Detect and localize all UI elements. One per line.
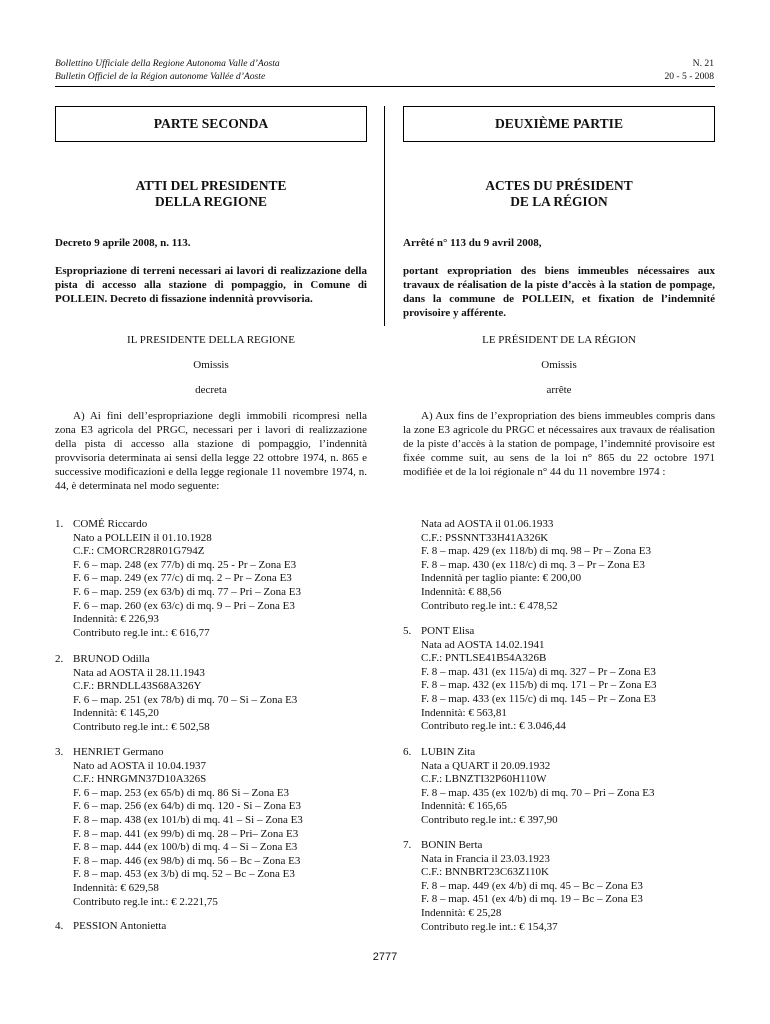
item-line: Indennità: € 145,20 <box>73 707 159 720</box>
verb-left: decreta <box>195 384 227 396</box>
item-line: C.F.: LBNZTI32P60H110W <box>421 773 547 786</box>
item-line: Contributo reg.le int.: € 397,90 <box>421 813 558 826</box>
item-line: F. 8 – map. 449 (ex 4/b) di mq. 45 – Bc – Zona E3 <box>421 879 643 892</box>
item-line: C.F.: PNTLSE41B54A326B <box>421 652 547 665</box>
item-line: F. 6 – map. 248 (ex 77/b) di mq. 25 - Pr – Zona E3 <box>73 558 297 571</box>
issue-date: 20 - 5 - 2008 <box>664 70 714 82</box>
bulletin-title <box>55 58 280 83</box>
item-number: 1. <box>55 518 64 530</box>
item-number: 7. <box>403 839 412 851</box>
item-line: Indennità per taglio piante: € 200,00 <box>421 572 582 585</box>
item-line: F. 8 – map. 431 (ex 115/a) di mq. 327 – Pr – Zona E3 <box>421 665 656 678</box>
section-title-right <box>403 178 715 209</box>
item-line: Nata ad AOSTA il 01.06.1933 <box>421 518 554 530</box>
omissis-right: Omissis <box>541 359 577 371</box>
item-line: Contributo reg.le int.: € 502,58 <box>73 720 210 733</box>
verb-right: arrête <box>546 384 572 396</box>
item-line: F. 8 – map. 444 (ex 100/b) di mq. 4 – Si – Zona E3 <box>73 841 298 854</box>
item-line: F. 8 – map. 438 (ex 101/b) di mq. 41 – Si – Zona E3 <box>73 813 303 826</box>
section-title-left <box>55 178 367 209</box>
decree-subject-left: Espropriazione di terreni necessari ai lavori di realizzazione della pista di accesso alla stazione di pompaggio, in Comune di POLLEIN. Decreto di fissazione indennità provvisoria. <box>55 265 367 305</box>
item-line: F. 8 – map. 433 (ex 115/c) di mq. 145 – Pr – Zona E3 <box>421 692 656 705</box>
item-line: C.F.: BRNDLL43S68A326Y <box>73 680 202 693</box>
item-line: C.F.: PSSNNT33H41A326K <box>421 531 549 544</box>
header-rule <box>55 86 715 87</box>
item-line: F. 6 – map. 259 (ex 63/b) di mq. 77 – Pri – Zona E3 <box>73 585 301 598</box>
list-item <box>55 920 166 934</box>
issue-info <box>664 58 714 83</box>
item-line: Indennità: € 563,81 <box>421 706 507 719</box>
item-line: PESSION Antonietta <box>73 920 167 932</box>
item-line: Nata ad AOSTA il 28.11.1943 <box>73 666 205 679</box>
item-line: Contributo reg.le int.: € 3.046,44 <box>421 720 566 733</box>
decree-title-left: Decreto 9 aprile 2008, n. 113. <box>55 237 191 249</box>
list-item <box>55 518 301 640</box>
item-line: F. 6 – map. 253 (ex 65/b) di mq. 86 Si – Zona E3 <box>73 786 290 799</box>
item-line: F. 8 – map. 430 (ex 118/c) di mq. 3 – Pr – Zona E3 <box>421 558 645 571</box>
item-line: Indennità: € 629,58 <box>73 881 159 894</box>
item-number: 5. <box>403 625 412 637</box>
item-line: F. 6 – map. 249 (ex 77/c) di mq. 2 – Pr – Zona E3 <box>73 572 292 585</box>
item-line: HENRIET Germano <box>73 746 164 758</box>
item-number: 2. <box>55 653 64 665</box>
part-box-left <box>55 106 367 142</box>
decree-subject-right: portant expropriation des biens immeubles nécessaires aux travaux de réalisation de la piste d’accès à la station de pompage, dans la commune de POLLEIN, et fixation de l’indemnité provisoire y afférente. <box>403 265 715 319</box>
item-line: Indennità: € 165,65 <box>421 800 507 813</box>
issue-number: N. 21 <box>692 58 714 69</box>
item-line: F. 8 – map. 429 (ex 118/b) di mq. 98 – Pr – Zona E3 <box>421 545 651 558</box>
item-line: Contributo reg.le int.: € 478,52 <box>421 599 558 612</box>
part-box-right <box>403 106 715 142</box>
item-line: F. 8 – map. 453 (ex 3/b) di mq. 52 – Bc – Zona E3 <box>73 868 295 881</box>
item-line: F. 8 – map. 435 (ex 102/b) di mq. 70 – Pri – Zona E3 <box>421 786 655 799</box>
item-line: Contributo reg.le int.: € 616,77 <box>73 626 210 639</box>
item-line: Indennità: € 88,56 <box>421 585 502 598</box>
item-line: F. 8 – map. 451 (ex 4/b) di mq. 19 – Bc – Zona E3 <box>421 893 643 906</box>
item-line: F. 8 – map. 441 (ex 99/b) di mq. 28 – Pri– Zona E3 <box>73 827 299 840</box>
item-line: Nata ad AOSTA 14.02.1941 <box>421 638 545 651</box>
list-item <box>403 518 651 613</box>
item-line: Indennità: € 226,93 <box>73 613 159 626</box>
item-line: F. 6 – map. 251 (ex 78/b) di mq. 70 – Si – Zona E3 <box>73 693 298 706</box>
item-number: 6. <box>403 746 412 758</box>
item-line: PONT Elisa <box>421 625 475 637</box>
bulletin-title-fr: Bulletin Officiel de la Région autonome Vallée d’Aoste <box>55 70 266 82</box>
part-title-left: PARTE SECONDA <box>153 116 269 131</box>
item-line: BRUNOD Odilla <box>73 653 150 665</box>
item-line: Contributo reg.le int.: € 2.221,75 <box>73 895 218 908</box>
item-number: 3. <box>55 746 64 758</box>
item-line: Nata a QUART il 20.09.1932 <box>421 759 551 772</box>
omissis-left: Omissis <box>193 359 229 371</box>
item-line: COMÉ Riccardo <box>73 518 148 530</box>
item-line: C.F.: CMORCR28R01G794Z <box>73 545 205 558</box>
bulletin-title-it: Bollettino Ufficiale della Regione Autonoma Valle d’Aosta <box>55 58 280 69</box>
item-line: BONIN Berta <box>421 839 483 851</box>
authority-right: LE PRÉSIDENT DE LA RÉGION <box>482 334 636 346</box>
column-divider <box>384 106 385 326</box>
authority-left: IL PRESIDENTE DELLA REGIONE <box>127 334 295 346</box>
part-title-right: DEUXIÈME PARTIE <box>494 116 624 131</box>
paragraph-right: A) Aux fins de l’expropriation des biens immeubles compris dans la zone E3 agricole du PRGC et nécessaires aux travaux de réalisation de la piste d’accès à la station de pompage, l’indemnité provisoire est fixée comme suit, au sens de la loi n° 865 du 22 octobre 1971 modifiée et de la loi régionale n° 44 du 11 novembre 1974 : <box>403 410 715 478</box>
paragraph-left: A) Ai fini dell’espropriazione degli immobili ricompresi nella zona E3 agricola del PRGC, necessari per i lavori di realizzazione della pista di accesso alla stazione di pompaggio, l’indennità provvisoria determinata ai sensi della legge 22 ottobre 1974, n. 865 e successive modificazioni e della legge regionale 11 novembre 1974, n. 44, è determinata nel modo seguente: <box>55 410 367 492</box>
page-number: 2777 <box>372 951 398 963</box>
item-line: LUBIN Zita <box>421 746 476 758</box>
list-item <box>403 746 654 828</box>
item-number: 4. <box>55 920 64 932</box>
item-line: Indennità: € 25,28 <box>421 906 502 919</box>
item-line: F. 6 – map. 256 (ex 64/b) di mq. 120 - Si – Zona E3 <box>73 800 301 813</box>
item-line: Nato ad AOSTA il 10.04.1937 <box>73 759 206 772</box>
decree-title-right: Arrêté n° 113 du 9 avril 2008, <box>403 237 542 249</box>
item-line: Nata in Francia il 23.03.1923 <box>421 852 550 865</box>
item-line: F. 8 – map. 432 (ex 115/b) di mq. 171 – Pr – Zona E3 <box>421 679 657 692</box>
item-line: F. 6 – map. 260 (ex 63/c) di mq. 9 – Pri – Zona E3 <box>73 599 295 612</box>
section-title-left-line1: ATTI DEL PRESIDENTE <box>135 178 287 193</box>
item-line: C.F.: HNRGMN37D10A326S <box>73 773 207 786</box>
list-item <box>55 746 303 909</box>
section-title-left-line2: DELLA REGIONE <box>155 193 267 209</box>
section-title-right-line2: DE LA RÉGION <box>510 193 608 209</box>
list-item <box>403 625 657 734</box>
item-line: Nato a POLLEIN il 01.10.1928 <box>73 531 212 544</box>
list-item <box>55 653 297 735</box>
item-line: Contributo reg.le int.: € 154,37 <box>421 920 558 933</box>
list-item <box>403 839 643 934</box>
item-line: F. 8 – map. 446 (ex 98/b) di mq. 56 – Bc – Zona E3 <box>73 854 301 867</box>
section-title-right-line1: ACTES DU PRÉSIDENT <box>485 178 633 193</box>
item-line: C.F.: BNNBRT23C63Z110K <box>421 866 549 879</box>
